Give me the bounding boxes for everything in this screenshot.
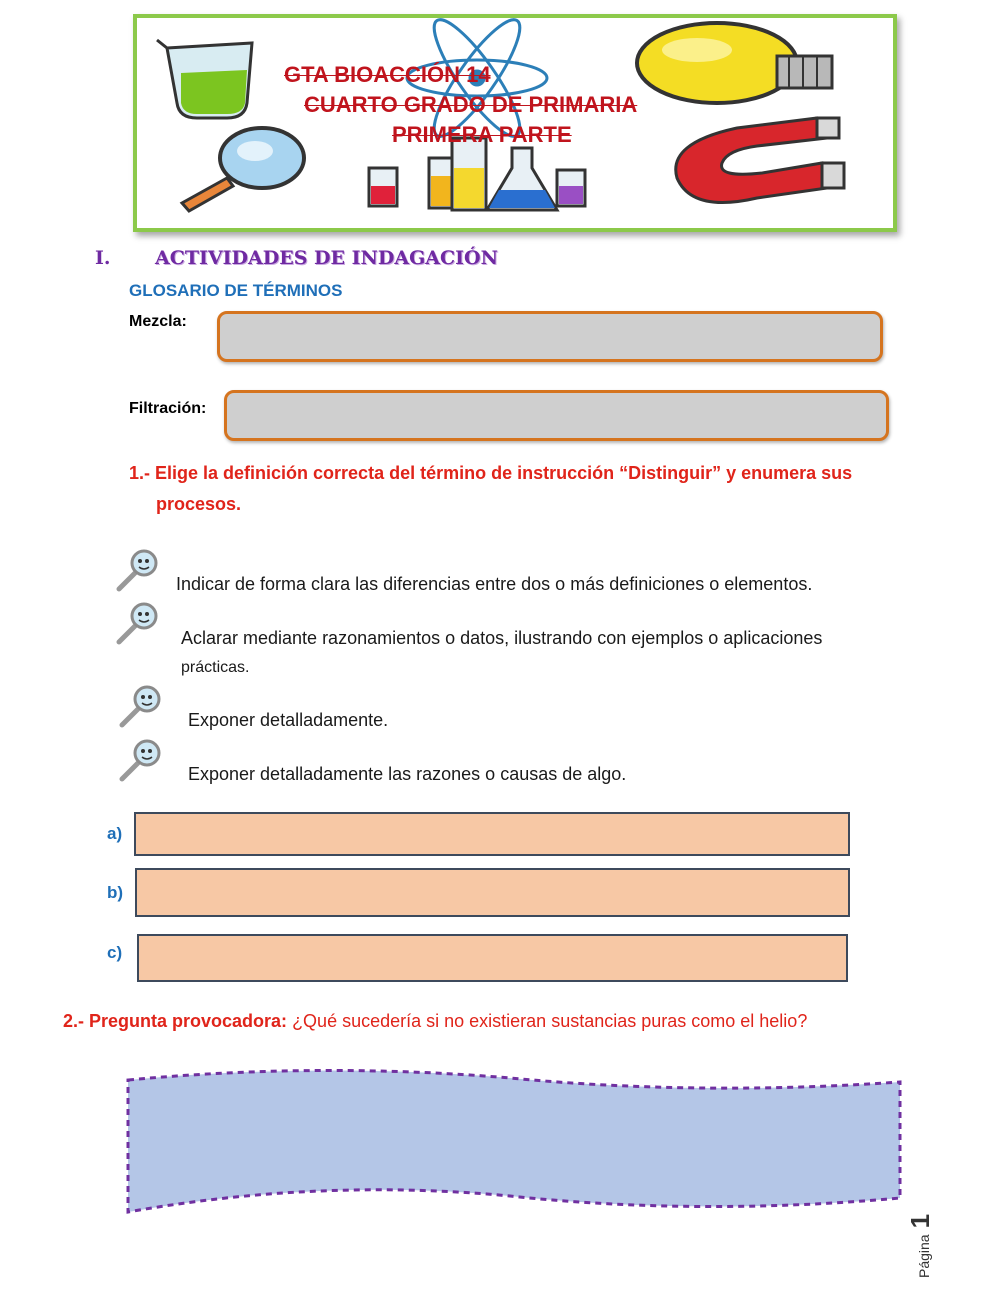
magnifier-icon — [114, 601, 160, 647]
question-1-line1: 1.- Elige la definición correcta del término de instrucción “Distinguir” y enumera sus — [129, 463, 853, 483]
term-label-mezcla: Mezcla: — [129, 313, 187, 330]
question-1-title — [129, 458, 929, 520]
page-number — [893, 1200, 983, 1280]
banner-title-line1: GTA BIOACCIÓN 14 — [284, 62, 491, 87]
magnifier-icon — [182, 128, 304, 211]
answer-box-c[interactable] — [137, 934, 848, 982]
banner-title-line2: CUARTO GRADO DE PRIMARIA — [304, 92, 638, 117]
question-2-label: 2.- Pregunta provocadora: — [63, 1011, 288, 1031]
lightbulb-icon — [637, 23, 832, 103]
magnifier-icon — [117, 684, 163, 730]
answer-label-c: c) — [107, 943, 123, 962]
question-2-text: ¿Qué sucedería si no existieran sustancias puras como el helio? — [292, 1011, 808, 1031]
answer-box-b[interactable] — [135, 868, 850, 917]
option-3[interactable]: Exponer detalladamente. — [188, 710, 389, 730]
question-1-line2: procesos. — [156, 494, 242, 514]
option-2-continued: prácticas. — [181, 659, 250, 676]
section-number: I. — [95, 247, 111, 269]
answer-label-a: a) — [107, 824, 123, 843]
answer-area-question-2[interactable] — [120, 1066, 910, 1221]
page-number-value: 1 — [905, 1213, 935, 1229]
banner-title-line3: PRIMERA PARTE — [392, 122, 572, 147]
option-4[interactable]: Exponer detalladamente las razones o causas de algo. — [188, 764, 627, 784]
question-2 — [63, 1011, 807, 1032]
magnifier-icon — [117, 738, 163, 784]
magnifier-icon — [114, 548, 160, 594]
option-1[interactable]: Indicar de forma clara las diferencias entre dos o más definiciones o elementos. — [176, 574, 813, 594]
section-title: ACTIVIDADES DE INDAGACIÓN — [155, 247, 498, 269]
term-label-filtracion: Filtración: — [129, 400, 207, 417]
glossary-title: GLOSARIO DE TÉRMINOS — [129, 281, 343, 300]
header-banner — [133, 14, 897, 232]
magnet-icon — [676, 118, 844, 203]
option-2[interactable]: Aclarar mediante razonamientos o datos, ilustrando con ejemplos o aplicaciones — [181, 628, 823, 648]
page-label: Página — [916, 1234, 932, 1278]
answer-box-a[interactable] — [134, 812, 850, 856]
term-answer-mezcla[interactable] — [217, 311, 883, 362]
term-answer-filtracion[interactable] — [224, 390, 889, 441]
flasks-icon — [369, 138, 585, 210]
answer-label-b: b) — [107, 883, 124, 902]
beaker-icon — [157, 40, 252, 118]
